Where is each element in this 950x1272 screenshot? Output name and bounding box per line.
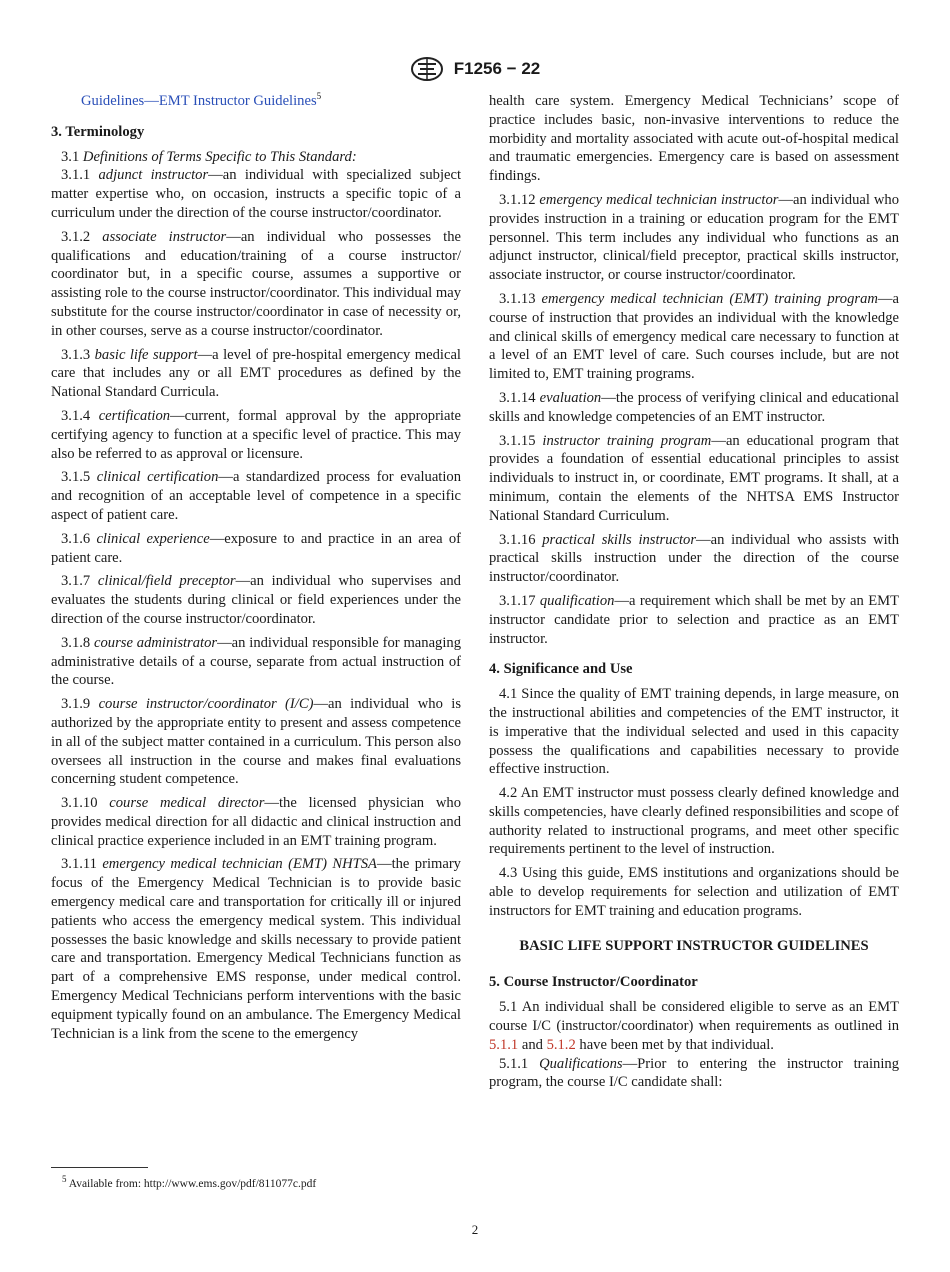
para-3-1-17: 3.1.17 qualification—a requirement which shall be met by an EMT instructor candidate prior to selection and practice as an EMT instructor. [489, 592, 899, 647]
section-3-heading: 3. Terminology [51, 123, 145, 140]
para-4-2: 4.2 An EMT instructor must possess clearly defined knowledge and skills competencies, have clearly defined responsibilities and scope of authority related to instructional programs, and meet other specific requirements pertinent to the level of instruction. [489, 785, 900, 858]
para-4-3: 4.3 Using this guide, EMS institutions and organizations should be able to develop requirements for selection and utilization of EMT instructors for EMT training and education programs. [489, 865, 899, 919]
page-number: 2 [471, 1222, 479, 1237]
bls-guidelines-heading: BASIC LIFE SUPPORT INSTRUCTOR GUIDELINES [519, 937, 869, 954]
para-5-1: 5.1 An individual shall be considered eligible to serve as an EMT course I/C (instructor/coordinator) when requirements as outlined in 5.1.1 and 5.1.2 have been met by that individual. [489, 999, 899, 1053]
section-5-heading: 5. Course Instructor/Coordinator [489, 974, 698, 991]
para-3-1-15: 3.1.15 instructor training program—an educational program that provides a foundation of essential educational principles to assist individuals to instruct in, or coordinate, EMT programs. It shall, at a minimum, contain the elements of the NHTSA EMS Instructor National Standard Curriculum. [489, 432, 899, 524]
para-3-1-13: 3.1.13 emergency medical technician (EMT) training program—a course of instruction that provides an individual with the knowledge and clinical skills of emergency medical care necessary to function at a level of an EMT level of care. Such courses include, but are not limited to, EMT training programs. [489, 290, 899, 383]
guidelines-link[interactable]: Guidelines—EMT Instructor Guidelines [81, 93, 317, 109]
footnote-divider [51, 1167, 148, 1168]
link-5-1-1[interactable]: 5.1.1 [489, 1036, 519, 1053]
para-3-1-5: 3.1.5 clinical certification—a standardized process for evaluation and recognition of an acceptable level of competence in a specific aspect of patient care. [51, 469, 461, 523]
para-3-1-4: 3.1.4 certification—current, formal approval by the appropriate certifying agency to function at a specific level of practice. This may also be referred to as approval or licensure. [51, 407, 461, 462]
right-column [489, 92, 899, 1097]
para-3-1-11: 3.1.11 emergency medical technician (EMT) NHTSA—the primary focus of the Emergency Medical Technician is to provide basic emergency medical care and transportation for critically ill or injured patients who access the emergency medical system. This individual possesses the basic knowledge and skills necessary to provide patient care and transportation. Emergency Medical Technicians function as part of a comprehensive EMS response, under medical control. Emergency Medical Technicians perform interventions with the basic equipment typically found on an ambulance. The Emergency Medical Technician is a link from the scene to the emergency [51, 856, 461, 1042]
astm-logo-icon [410, 56, 444, 82]
para-3-1-14: 3.1.14 evaluation—the process of verifying clinical and educational skills and knowledge competencies of an EMT instructor. [489, 389, 900, 425]
standard-designation: F1256 − 22 [453, 59, 541, 78]
para-3-1-8: 3.1.8 course administrator—an individual responsible for managing administrative details of a course, separate from actual instruction of the course. [51, 634, 461, 689]
para-3-1-12: 3.1.12 emergency medical technician instructor—an individual who provides instruction in a training or education program for the EMT personnel. This term includes any individual who functions as an adjunct instructor, clinical/field preceptor, practical skills instructor, associate instructor, or course instructor/coordinator. [489, 191, 899, 284]
left-column [51, 92, 461, 1048]
guidelines-link-line [81, 92, 461, 111]
section-4-heading: 4. Significance and Use [489, 661, 633, 678]
para-3-1-3: 3.1.3 basic life support—a level of pre-hospital emergency medical care that includes any or all EMT procedures as defined by the National Standard Curricula. [51, 346, 461, 401]
para-3-1-6: 3.1.6 clinical experience—exposure to and practice in an area of patient care. [51, 530, 461, 566]
para-5-1-1: 5.1.1 Qualifications—Prior to entering the instructor training program, the course I/C candidate shall: [489, 1055, 899, 1091]
para-3-1-2: 3.1.2 associate instructor—an individual who possesses the qualifications and education/training of a course instructor/ coordinator but, in a specific course, assumes a supportive or assisting role to the course instructor/coordinator. This individual may substitute for the course instructor/coordinator in case of necessity or, in other courses, serve as a course instructor/coordinator. [51, 228, 461, 339]
para-3-1-7: 3.1.7 clinical/field preceptor—an individual who supervises and evaluates the students during clinical or field experiences under the direction of the course instructor/coordinator. [51, 573, 461, 627]
para-4-1: 4.1 Since the quality of EMT training depends, in large measure, on the instructional abilities and competencies of the EMT instructor, it is imperative that the individual selected and used in this capacity possess the qualifications and capabilities necessary to provide effective instruction. [489, 686, 899, 778]
para-3-1-10: 3.1.10 course medical director—the licensed physician who provides medical direction for all didactic and clinical instruction and clinical practice experience included in an EMT training program. [51, 795, 461, 849]
para-3-1-11-continued: health care system. Emergency Medical Technicians’ scope of practice includes basic, non-invasive interventions to reduce the morbidity and mortality associated with acute out-of-hospital medical and traumatic emergencies. Emergency care is based on assessment findings. [489, 93, 899, 185]
para-3-1-1: 3.1.1 adjunct instructor—an individual with specialized subject matter expertise who, on occasion, instructs a specific topic of a curriculum under the direction of the course instructor/coordinator. [51, 167, 462, 221]
footnote-ref[interactable]: 5 [316, 91, 322, 102]
para-3-1-16: 3.1.16 practical skills instructor—an individual who assists with practical skills instruction under the direction of the course instructor/coordinator. [489, 531, 899, 586]
footnote: $^5$ Available from: http://www.ems.gov/pdf/811077c.pdf [62, 1174, 317, 1190]
para-3-1: 3.1 Definitions of Terms Specific to This Standard: [61, 148, 357, 165]
page-header [0, 56, 950, 82]
para-3-1-9: 3.1.9 course instructor/coordinator (I/C)—an individual who is authorized by the appropriate entity to present and assess competence in all of the subject matter contained in a curriculum. This person also oversees all instruction in the course and makes final evaluations concerning student competence. [51, 696, 461, 788]
link-5-1-2[interactable]: 5.1.2 [546, 1036, 576, 1053]
